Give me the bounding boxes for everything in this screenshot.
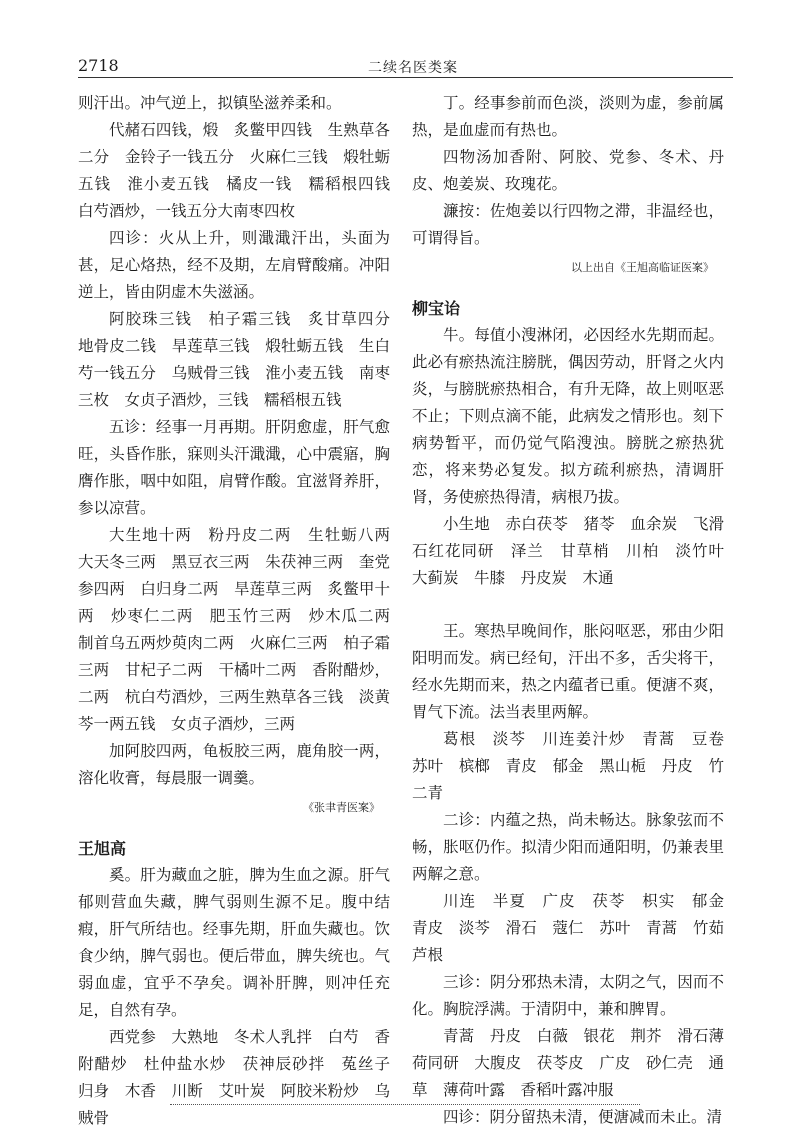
paragraph: 二诊：内蕴之热，尚未畅达。脉象弦而不畅，胀呕仍作。拟清少阳而通阳明，仍兼表里两解之意。 [412, 811, 724, 883]
paragraph: 三诊：阴分邪热未清，太阴之气，因而不化。胸脘浮满。于清阴中，兼和脾胃。 [412, 973, 724, 1018]
paragraph: 加阿胶四两，龟板胶三两，鹿角胶一两，溶化收膏，每晨服一调羹。 [78, 742, 390, 787]
paragraph: 则汗出。冲气逆上，拟镇坠滋养柔和。 [78, 94, 342, 112]
source-citation: 《张聿青医案》 [303, 801, 380, 814]
paragraph: 四物汤加香附、阿胶、党参、冬术、丹皮、炮姜炭、玫瑰花。 [412, 148, 724, 193]
paragraph: 牛。每值小溲淋闭，必因经水先期而起。此必有瘀热流注膀胱，偶因劳动，肝肾之火内炎，与膀胱瘀热相合，有升无降，故上则呕恶不止；下则点滴不能，此病发之情形也。刻下病势暂平，而仍觉气陷溲浊。膀胱之瘀热犹恋，将来势必复发。拟方疏利瘀热，清调肝肾，务使瘀热得清，病根乃拔。 [412, 326, 724, 506]
page-header [78, 52, 733, 78]
paragraph: 奚。肝为藏血之脏，脾为生血之源。肝气郁则营血失藏，脾气弱则生源不足。腹中结瘕，肝气所结也。经事先期，肝血失藏也。饮食少纳，脾气弱也。便后带血，脾失统也。气弱血虚，宜乎不孕矣。调补肝脾，则冲任充足，自然有孕。 [78, 866, 390, 1019]
paragraph: 四诊：火从上升，则濈濈汗出，头面为甚，足心烙热，经不及期，左肩臂酸痛。冲阳逆上，皆由阴虚木失滋涵。 [78, 229, 390, 301]
paragraph: 濂按：佐炮姜以行四物之滞，非温经也，可谓得旨。 [412, 202, 724, 247]
prescription: 川连 半夏 广皮 茯苓 枳实 郁金 青皮 淡芩 滑石 蔻仁 苏叶 青蒿 竹茹 芦根 [412, 892, 740, 964]
paragraph: 丁。经事参前而色淡，淡则为虚，参前属热，是血虚而有热也。 [412, 94, 724, 139]
running-title: 二续名医类案 [368, 60, 458, 76]
left-column [78, 90, 406, 1132]
prescription: 小生地 赤白茯苓 猪苓 血余炭 飞滑石红花同研 泽兰 甘草梢 川柏 淡竹叶 大蓟炭 牛膝 丹皮炭 木通 [412, 515, 740, 587]
paragraph: 四诊：阴分留热未清，便溏减而未止。清 [443, 1108, 723, 1126]
paragraph: 王。寒热早晚间作，胀闷呕恶，邪由少阳阳明而发。病已经旬，汗出不多，舌尖将干，经水先期而来，热之内蕴者已重。便溏不爽，胃气下流。法当表里两解。 [412, 622, 724, 721]
author-heading: 柳宝诒 [412, 299, 461, 318]
paragraph: 五诊：经事一月再期。肝阴愈虚，肝气愈旺，头昏作胀，寐则头汗濈濈，心中震寤，胸膺作胀，咽中如阻，肩臂作酸。宜滋肾养肝，参以凉营。 [78, 418, 390, 517]
prescription: 青蒿 丹皮 白薇 银花 荆芥 滑石薄荷同研 大腹皮 茯苓皮 广皮 砂仁壳 通草 薄荷叶露 香稻叶露冲服 [412, 1027, 724, 1099]
prescription: 葛根 淡芩 川连姜汁炒 青蒿 豆卷 苏叶 槟榔 青皮 郁金 黑山栀 丹皮 竹二青 [412, 730, 740, 802]
prescription: 大生地十两 粉丹皮二两 生牡蛎八两 大天冬三两 黑豆衣三两 朱茯神三两 奎党参四两 白归身二两 旱莲草三两 炙鳖甲十两 炒枣仁二两 肥玉竹三两 炒木瓜二两 制首乌五两炒萸肉二两 火麻仁三两 柏子霜三两 甘杞子二两 干橘叶二两 香附醋炒，二两 杭白芍酒炒，三两生熟草各三钱 淡黄芩一两五钱 女贞子酒炒，三两 [78, 526, 406, 733]
prescription: 西党参 大熟地 冬术人乳拌 白芍 香附醋炒 杜仲盐水炒 茯神辰砂拌 菟丝子 归身 木香 川断 艾叶炭 阿胶米粉炒 乌贼骨 [78, 1028, 406, 1127]
author-heading: 王旭高 [78, 839, 127, 858]
scan-artifact-line [170, 1104, 640, 1105]
source-citation: 以上出自《王旭高临证医案》 [571, 261, 714, 274]
right-column [412, 90, 740, 1131]
header-rule [78, 77, 733, 78]
prescription: 代赭石四钱，煅 炙鳖甲四钱 生熟草各二分 金铃子一钱五分 火麻仁三钱 煅牡蛎五钱 淮小麦五钱 橘皮一钱 糯稻根四钱 白芍酒炒，一钱五分大南枣四枚 [78, 121, 406, 220]
prescription: 阿胶珠三钱 柏子霜三钱 炙甘草四分 地骨皮二钱 旱莲草三钱 煅牡蛎五钱 生白芍一钱五分 乌贼骨三钱 淮小麦五钱 南枣三枚 女贞子酒炒，三钱 糯稻根五钱 [78, 310, 406, 409]
page-number: 2718 [78, 56, 119, 75]
